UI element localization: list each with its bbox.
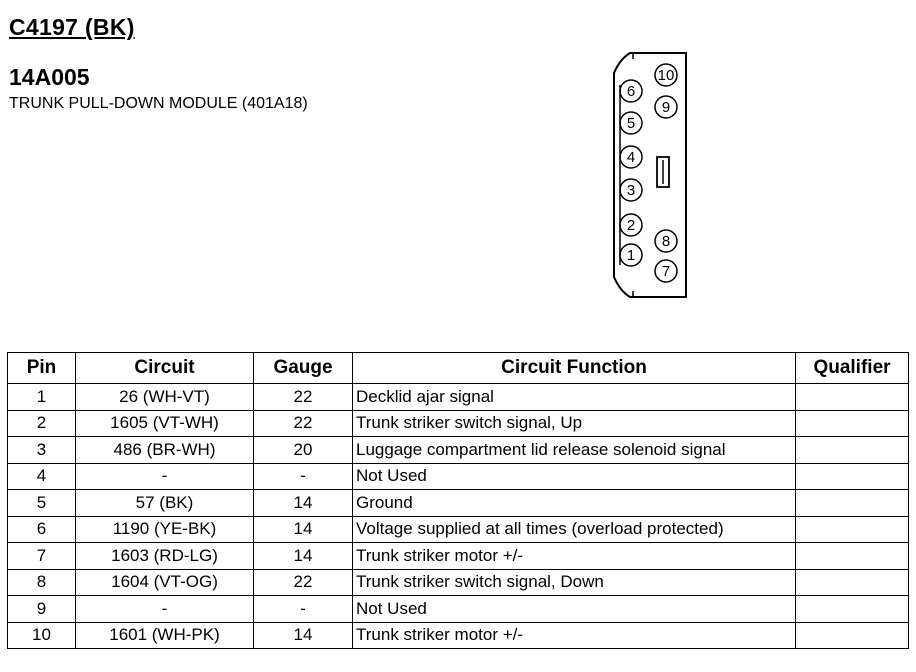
table-row xyxy=(8,437,909,464)
cell-function: Luggage compartment lid release solenoid signal xyxy=(353,437,796,464)
pin-label-9: 9 xyxy=(661,99,671,116)
cell-qualifier xyxy=(796,569,909,596)
table-row xyxy=(8,516,909,543)
pin-label-7: 7 xyxy=(661,263,671,280)
cell-gauge: - xyxy=(254,463,353,490)
cell-function: Decklid ajar signal xyxy=(353,384,796,411)
cell-qualifier xyxy=(796,384,909,411)
connector-housing xyxy=(614,53,686,297)
cell-qualifier xyxy=(796,543,909,570)
pin-table-header xyxy=(8,353,909,384)
col-header-circuit: Circuit xyxy=(76,353,254,384)
cell-gauge: - xyxy=(254,596,353,623)
cell-function: Not Used xyxy=(353,463,796,490)
col-header-pin: Pin xyxy=(8,353,76,384)
cell-pin: 1 xyxy=(8,384,76,411)
cell-pin: 3 xyxy=(8,437,76,464)
cell-gauge: 22 xyxy=(254,384,353,411)
connector-face-diagram xyxy=(600,45,700,305)
cell-gauge: 14 xyxy=(254,622,353,649)
cell-function: Trunk striker motor +/- xyxy=(353,622,796,649)
part-number: 14A005 xyxy=(9,64,90,90)
cell-gauge: 14 xyxy=(254,516,353,543)
cell-circuit: 1604 (VT-OG) xyxy=(76,569,254,596)
cell-pin: 7 xyxy=(8,543,76,570)
table-row xyxy=(8,384,909,411)
cell-gauge: 14 xyxy=(254,490,353,517)
pin-label-3: 3 xyxy=(626,182,636,199)
table-row xyxy=(8,569,909,596)
col-header-qualifier: Qualifier xyxy=(796,353,909,384)
table-row xyxy=(8,622,909,649)
pin-label-1: 1 xyxy=(626,247,636,264)
cell-circuit: 1605 (VT-WH) xyxy=(76,410,254,437)
connector-id: C4197 (BK) xyxy=(9,14,135,40)
cell-circuit: 1603 (RD-LG) xyxy=(76,543,254,570)
cell-function: Trunk striker switch signal, Down xyxy=(353,569,796,596)
pin-label-2: 2 xyxy=(626,217,636,234)
cell-pin: 8 xyxy=(8,569,76,596)
pin-label-5: 5 xyxy=(626,115,636,132)
cell-circuit: 1601 (WH-PK) xyxy=(76,622,254,649)
cell-pin: 4 xyxy=(8,463,76,490)
cell-qualifier xyxy=(796,437,909,464)
cell-function: Voltage supplied at all times (overload protected) xyxy=(353,516,796,543)
cell-gauge: 20 xyxy=(254,437,353,464)
col-header-circuit-function: Circuit Function xyxy=(353,353,796,384)
cell-pin: 2 xyxy=(8,410,76,437)
pin-label-10: 10 xyxy=(657,67,675,84)
col-header-gauge: Gauge xyxy=(254,353,353,384)
pin-label-4: 4 xyxy=(626,149,636,166)
cell-qualifier xyxy=(796,596,909,623)
cell-circuit: 486 (BR-WH) xyxy=(76,437,254,464)
cell-circuit: 57 (BK) xyxy=(76,490,254,517)
table-row xyxy=(8,596,909,623)
cell-gauge: 14 xyxy=(254,543,353,570)
cell-gauge: 22 xyxy=(254,569,353,596)
cell-qualifier xyxy=(796,516,909,543)
cell-pin: 5 xyxy=(8,490,76,517)
table-row xyxy=(8,410,909,437)
cell-pin: 6 xyxy=(8,516,76,543)
cell-circuit: 1190 (YE-BK) xyxy=(76,516,254,543)
cell-qualifier xyxy=(796,463,909,490)
pin-table xyxy=(7,352,909,649)
cell-function: Ground xyxy=(353,490,796,517)
cell-pin: 10 xyxy=(8,622,76,649)
cell-circuit: - xyxy=(76,463,254,490)
cell-circuit: 26 (WH-VT) xyxy=(76,384,254,411)
cell-function: Not Used xyxy=(353,596,796,623)
pin-label-6: 6 xyxy=(626,83,636,100)
cell-circuit: - xyxy=(76,596,254,623)
cell-function: Trunk striker motor +/- xyxy=(353,543,796,570)
cell-qualifier xyxy=(796,410,909,437)
cell-function: Trunk striker switch signal, Up xyxy=(353,410,796,437)
cell-gauge: 22 xyxy=(254,410,353,437)
cell-qualifier xyxy=(796,622,909,649)
module-name: TRUNK PULL-DOWN MODULE (401A18) xyxy=(9,95,308,112)
cell-pin: 9 xyxy=(8,596,76,623)
table-row xyxy=(8,463,909,490)
table-row xyxy=(8,543,909,570)
pin-label-8: 8 xyxy=(661,233,671,250)
table-row xyxy=(8,490,909,517)
cell-qualifier xyxy=(796,490,909,517)
